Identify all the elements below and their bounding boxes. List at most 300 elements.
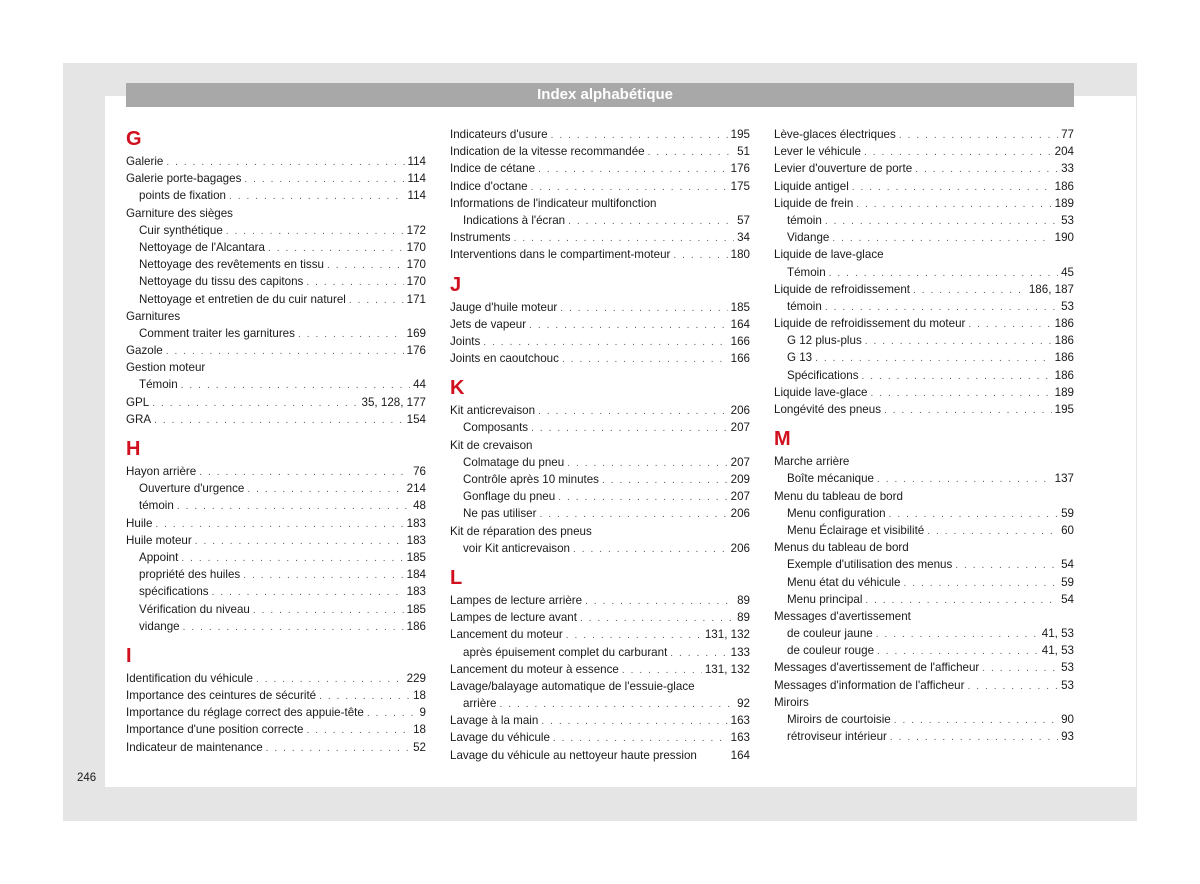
dot-leader [154, 412, 404, 429]
index-entry [450, 143, 750, 160]
dot-leader [825, 299, 1058, 316]
index-term: Liquide antigel [774, 179, 849, 193]
dot-leader [560, 300, 727, 317]
index-entry [774, 126, 1074, 143]
dot-leader [306, 274, 403, 291]
index-page-ref: 229 [406, 671, 426, 685]
index-page-ref: 53 [1061, 661, 1074, 675]
index-entry [126, 359, 426, 376]
index-term: Indice d'octane [450, 179, 528, 193]
index-page-ref: 169 [406, 326, 426, 340]
dot-leader [538, 403, 728, 420]
index-term: Messages d'information de l'afficheur [774, 678, 965, 692]
index-entry [126, 170, 426, 187]
dot-leader [266, 740, 410, 757]
dot-leader [553, 730, 728, 747]
index-entry [126, 342, 426, 359]
index-term: vidange [139, 619, 180, 633]
index-page-ref: 185 [406, 550, 426, 564]
index-entry [774, 608, 1074, 625]
dot-leader [244, 171, 404, 188]
dot-leader [889, 506, 1058, 523]
index-page-ref: 170 [406, 258, 426, 272]
dot-leader [903, 575, 1058, 592]
dot-leader [212, 584, 404, 601]
index-subentry [774, 264, 1074, 281]
index-term: après épuisement complet du carburant [463, 645, 668, 659]
index-page-ref: 9 [419, 706, 426, 720]
index-page-ref: 164 [730, 317, 750, 331]
index-page-ref: 18 [413, 689, 426, 703]
index-page-ref: 41, 53 [1041, 644, 1074, 658]
index-page-ref: 186 [1054, 317, 1074, 331]
index-page-ref: 207 [730, 455, 750, 469]
index-term: Lever le véhicule [774, 145, 862, 159]
index-subentry [450, 488, 750, 505]
dot-leader [876, 626, 1039, 643]
index-term: témoin [139, 499, 174, 513]
index-section-letter: H [126, 438, 141, 460]
index-term: Menu du tableau de bord [774, 489, 903, 503]
index-entry [126, 411, 426, 428]
dot-leader [670, 645, 727, 662]
dot-leader [529, 317, 728, 334]
dot-leader [327, 257, 404, 274]
index-term: G 12 plus-plus [787, 334, 862, 348]
index-page-ref: 89 [737, 593, 750, 607]
index-page-ref: 207 [730, 421, 750, 435]
dot-leader [968, 316, 1051, 333]
index-term: Importance d'une position correcte [126, 723, 304, 737]
index-entry [450, 523, 750, 540]
index-term: Kit anticrevaison [450, 404, 536, 418]
dot-leader [829, 265, 1058, 282]
index-entry [450, 712, 750, 729]
index-page-ref: 171 [406, 292, 426, 306]
index-page-ref: 131, 132 [704, 662, 750, 676]
index-page-ref: 170 [406, 240, 426, 254]
index-term: Boîte mécanique [787, 472, 875, 486]
index-term: Spécifications [787, 368, 859, 382]
index-page-ref: 204 [1054, 145, 1074, 159]
index-entry [774, 384, 1074, 401]
dot-leader [253, 602, 404, 619]
dot-leader [573, 541, 728, 558]
index-term: Galerie porte-bagages [126, 172, 242, 186]
index-entry [774, 178, 1074, 195]
index-page-ref: 190 [1054, 231, 1074, 245]
index-term: Nettoyage des revêtements en tissu [139, 258, 324, 272]
index-page-ref: 53 [1061, 678, 1074, 692]
dot-leader [307, 722, 411, 739]
index-term: Indications à l'écran [463, 213, 566, 227]
index-term: Lancement du moteur à essence [450, 662, 619, 676]
index-entry [450, 729, 750, 746]
index-term: Témoin [787, 265, 826, 279]
index-subentry [126, 566, 426, 583]
index-term: Importance des ceintures de sécurité [126, 689, 317, 703]
dot-leader [256, 671, 404, 688]
index-term: Liquide de refroidissement [774, 282, 910, 296]
index-entry [450, 437, 750, 454]
index-section-letter: I [126, 644, 132, 667]
dot-leader [602, 472, 728, 489]
index-page-ref: 131, 132 [704, 628, 750, 642]
index-subentry [450, 419, 750, 436]
dot-leader [247, 481, 403, 498]
index-entry [774, 160, 1074, 177]
index-entry [774, 143, 1074, 160]
index-column-1 [126, 126, 426, 756]
index-subentry [126, 325, 426, 342]
index-subentry [126, 222, 426, 239]
index-term: voir Kit anticrevaison [463, 541, 570, 555]
index-entry [774, 659, 1074, 676]
index-subentry [126, 376, 426, 393]
index-page-ref: 195 [730, 128, 750, 141]
index-page-ref: 54 [1061, 558, 1074, 572]
index-page-ref: 52 [413, 740, 426, 754]
index-page-ref: 175 [730, 179, 750, 193]
index-subentry [774, 522, 1074, 539]
index-term: Levier d'ouverture de porte [774, 162, 913, 176]
index-page-ref: 186, 187 [1028, 282, 1074, 296]
index-entry [126, 308, 426, 325]
dot-leader [367, 705, 417, 722]
index-term: spécifications [139, 585, 209, 599]
index-term: Instruments [450, 231, 511, 245]
index-subentry [774, 591, 1074, 608]
index-term: de couleur jaune [787, 627, 873, 641]
index-page-ref: 206 [730, 541, 750, 555]
index-page-ref: 183 [406, 533, 426, 547]
index-entry [774, 401, 1074, 418]
index-entry [450, 402, 750, 419]
index-subentry [774, 349, 1074, 366]
index-page-ref: 185 [406, 602, 426, 616]
index-term: Gazole [126, 344, 163, 358]
index-section-letter: L [450, 566, 463, 589]
index-page-ref: 189 [1054, 196, 1074, 210]
index-term: Vidange [787, 231, 830, 245]
index-page-ref: 41, 53 [1041, 627, 1074, 641]
dot-leader [899, 127, 1058, 144]
index-page-ref: 137 [1054, 472, 1074, 486]
index-term: Lampes de lecture arrière [450, 593, 583, 607]
index-entry [450, 229, 750, 246]
index-term: Lavage du véhicule [450, 731, 550, 745]
index-page-ref: 48 [413, 499, 426, 513]
index-term: rétroviseur intérieur [787, 730, 887, 744]
index-entry [774, 315, 1074, 332]
dot-leader [982, 660, 1058, 677]
index-term: témoin [787, 213, 822, 227]
index-subentry [126, 618, 426, 635]
index-term: Importance du réglage correct des appuie-tête [126, 706, 364, 720]
index-page-ref: 195 [1054, 403, 1074, 416]
index-page-ref: 166 [730, 352, 750, 366]
dot-leader [538, 161, 728, 178]
index-entry [126, 394, 426, 411]
index-section-letter: G [126, 128, 142, 150]
index-entry [450, 299, 750, 316]
index-term: Indicateurs d'usure [450, 128, 548, 141]
index-entry [774, 195, 1074, 212]
dot-leader [243, 567, 403, 584]
index-term: Messages d'avertissement [774, 609, 911, 623]
dot-leader [852, 179, 1052, 196]
dot-leader [862, 368, 1052, 385]
index-entry [126, 704, 426, 721]
dot-leader [580, 610, 734, 627]
index-page-ref: 90 [1061, 713, 1074, 726]
index-term: Menu Éclairage et visibilité [787, 523, 925, 537]
index-term: Témoin [139, 378, 178, 392]
index-subentry [450, 695, 750, 712]
index-page-ref: 163 [730, 731, 750, 745]
index-page-ref: 206 [730, 404, 750, 418]
dot-leader [894, 712, 1058, 729]
index-entry [774, 539, 1074, 556]
index-subentry [450, 471, 750, 488]
index-page-ref: 92 [737, 697, 750, 711]
index-entry [126, 515, 426, 532]
index-subentry [126, 583, 426, 600]
index-term: Lève-glaces électriques [774, 128, 896, 141]
index-term: Comment traiter les garnitures [139, 326, 295, 340]
index-term: Ne pas utiliser [463, 507, 537, 521]
index-term: Galerie [126, 155, 164, 168]
index-subentry [774, 574, 1074, 591]
index-term: arrière [463, 697, 497, 711]
index-subentry [774, 367, 1074, 384]
index-entry [450, 195, 750, 212]
dot-leader [815, 350, 1052, 367]
dot-leader [181, 550, 403, 567]
index-entry [450, 160, 750, 177]
index-page-ref: 186 [1054, 368, 1074, 382]
index-entry [126, 670, 426, 687]
index-page-ref: 35, 128, 177 [361, 395, 426, 409]
dot-leader [673, 247, 727, 264]
dot-leader [567, 455, 727, 472]
index-subentry [126, 239, 426, 256]
index-entry [450, 350, 750, 367]
dot-leader [531, 420, 728, 437]
index-subentry [450, 644, 750, 661]
index-term: Marche arrière [774, 455, 850, 469]
dot-leader [865, 333, 1052, 350]
index-term: Hayon arrière [126, 465, 197, 478]
index-subentry [126, 291, 426, 308]
index-entry [774, 281, 1074, 298]
index-page-ref: 44 [413, 378, 426, 392]
index-entry [450, 178, 750, 195]
index-entry [450, 747, 750, 764]
index-entry [774, 488, 1074, 505]
dot-leader [539, 506, 727, 523]
dot-leader [877, 643, 1039, 660]
index-page-ref: 89 [737, 611, 750, 625]
index-term: Longévité des pneus [774, 403, 882, 416]
index-page-ref: 176 [730, 162, 750, 176]
index-page-ref: 60 [1061, 523, 1074, 537]
dot-leader [551, 127, 728, 144]
index-term: Nettoyage de l'Alcantara [139, 240, 265, 254]
index-term: Gestion moteur [126, 361, 206, 375]
index-page-ref: 186 [1054, 351, 1074, 365]
index-term: Colmatage du pneu [463, 455, 565, 469]
dot-leader [166, 154, 404, 171]
index-term: témoin [787, 299, 822, 313]
dot-leader [541, 713, 727, 730]
index-term: Kit de crevaison [450, 438, 533, 452]
index-entry [450, 246, 750, 263]
dot-leader [195, 533, 404, 550]
index-term: Messages d'avertissement de l'afficheur [774, 661, 980, 675]
index-column-3 [774, 126, 1074, 745]
index-term: Huile [126, 516, 153, 530]
index-term: Kit de réparation des pneus [450, 524, 592, 538]
index-term: Gonflage du pneu [463, 490, 556, 504]
dot-leader [825, 213, 1058, 230]
index-subentry [774, 470, 1074, 487]
index-page-ref: 133 [730, 645, 750, 659]
index-term: Indice de cétane [450, 162, 536, 176]
dot-leader [915, 161, 1058, 178]
index-subentry [774, 728, 1074, 745]
index-entry [126, 205, 426, 222]
index-term: Cuir synthétique [139, 223, 223, 237]
index-term: Menu état du véhicule [787, 575, 901, 589]
index-entry [126, 721, 426, 738]
index-subentry [774, 332, 1074, 349]
index-entry [126, 532, 426, 549]
index-term: GPL [126, 395, 150, 409]
index-subentry [450, 540, 750, 557]
index-term: Interventions dans le compartiment-moteur [450, 248, 671, 262]
index-page-ref: 186 [1054, 179, 1074, 193]
index-term: Jets de vapeur [450, 317, 527, 331]
index-page-ref: 184 [406, 568, 426, 582]
index-term: Menus du tableau de bord [774, 541, 909, 555]
dot-leader [870, 385, 1051, 402]
index-subentry [126, 273, 426, 290]
index-term: Appoint [139, 550, 179, 564]
index-page-ref: 77 [1061, 128, 1074, 141]
index-term: Menu configuration [787, 506, 886, 520]
index-page-ref: 53 [1061, 213, 1074, 227]
index-section-letter: K [450, 377, 465, 400]
index-section-letter: J [450, 273, 462, 296]
index-term: de couleur rouge [787, 644, 875, 658]
dot-leader [622, 662, 702, 679]
dot-leader [913, 282, 1026, 299]
index-subentry [126, 497, 426, 514]
dot-leader [562, 351, 728, 368]
index-subentry [126, 480, 426, 497]
index-page-ref: 186 [406, 619, 426, 633]
index-term: Garniture des sièges [126, 206, 233, 220]
index-column-2 [450, 126, 750, 764]
index-subentry [774, 505, 1074, 522]
dot-leader [152, 395, 358, 412]
index-term: Ouverture d'urgence [139, 482, 245, 496]
index-term: Jauge d'huile moteur [450, 300, 558, 314]
index-term: Miroirs [774, 695, 809, 709]
index-page-ref: 172 [406, 223, 426, 237]
dot-leader [155, 516, 403, 533]
index-entry [450, 626, 750, 643]
index-page-ref: 59 [1061, 575, 1074, 589]
index-page-ref: 185 [730, 300, 750, 314]
dot-leader [558, 489, 727, 506]
index-term: Contrôle après 10 minutes [463, 473, 599, 486]
index-page-ref: 45 [1061, 265, 1074, 279]
index-page-ref: 54 [1061, 592, 1074, 606]
index-page-ref: 114 [407, 189, 426, 203]
index-term: Liquide lave-glace [774, 385, 868, 399]
index-term: Lavage à la main [450, 714, 539, 728]
index-page-ref: 57 [737, 213, 750, 227]
index-subentry [774, 212, 1074, 229]
index-page-ref: 183 [406, 516, 426, 530]
index-entry [126, 463, 426, 480]
index-entry [126, 153, 426, 170]
index-page-ref: 33 [1061, 162, 1074, 176]
index-term: Indication de la vitesse recommandée [450, 145, 645, 159]
index-term: Huile moteur [126, 533, 192, 547]
page-number: 246 [77, 772, 97, 784]
dot-leader [648, 144, 734, 161]
index-term: Informations de l'indicateur multifonction [450, 196, 657, 210]
index-page-ref: 170 [406, 275, 426, 289]
index-subentry [450, 505, 750, 522]
index-subentry [774, 642, 1074, 659]
index-term: Garnitures [126, 309, 181, 323]
index-page-ref: 206 [730, 507, 750, 521]
index-page-ref: 176 [406, 344, 426, 358]
index-page-ref: 209 [730, 473, 750, 486]
index-term: Identification du véhicule [126, 671, 253, 685]
index-term: Lavage du véhicule au nettoyeur haute pression [450, 748, 697, 762]
index-page-ref: 34 [737, 231, 750, 245]
index-entry [450, 661, 750, 678]
index-entry [126, 687, 426, 704]
index-page-ref: 51 [737, 145, 750, 159]
index-term: Joints en caoutchouc [450, 352, 559, 366]
index-entry [450, 316, 750, 333]
index-term: Liquide de refroidissement du moteur [774, 317, 966, 331]
dot-leader [585, 593, 734, 610]
index-page-ref: 164 [730, 748, 750, 762]
dot-leader [349, 292, 404, 309]
index-term: Liquide de lave-glace [774, 248, 884, 262]
dot-leader [199, 464, 410, 481]
dot-leader [865, 592, 1058, 609]
dot-leader [229, 188, 405, 205]
index-term: Lavage/balayage automatique de l'essuie-glace [450, 679, 695, 693]
index-entry [450, 333, 750, 350]
index-term: Indicateur de maintenance [126, 740, 263, 754]
index-term: Exemple d'utilisation des menus [787, 558, 953, 572]
dot-leader [864, 144, 1052, 161]
index-entry [450, 609, 750, 626]
index-term: Vérification du niveau [139, 602, 250, 616]
index-term: Lancement du moteur [450, 628, 563, 642]
index-entry [126, 739, 426, 756]
dot-leader [832, 230, 1051, 247]
